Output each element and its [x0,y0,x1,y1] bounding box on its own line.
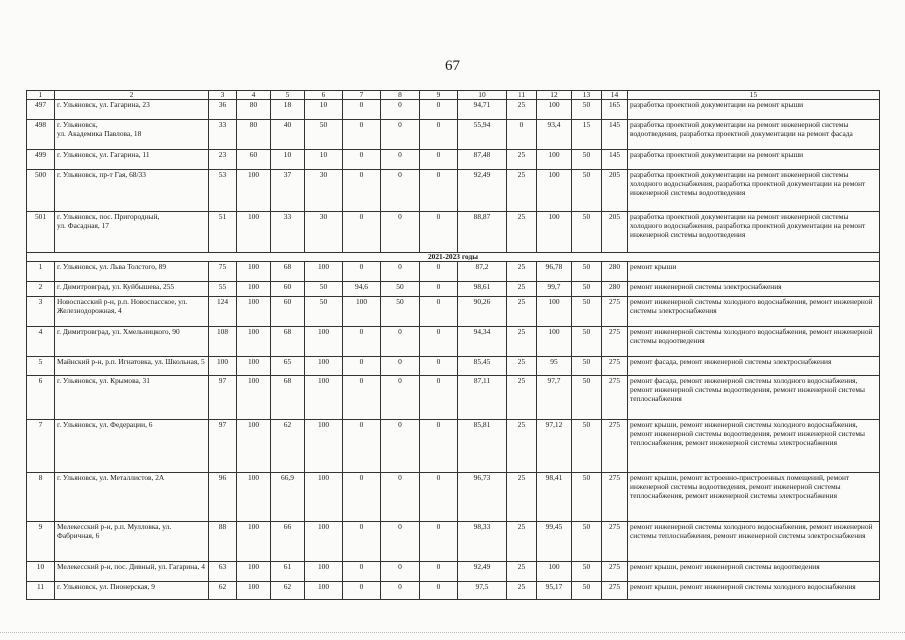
table-cell: 0 [343,473,381,522]
table-cell: 25 [507,297,537,327]
header-cell: 15 [628,91,880,100]
table-cell: 0 [381,120,420,150]
table-cell: 50 [572,170,602,212]
table-cell: 50 [572,562,602,582]
table-cell: 98,41 [537,473,572,522]
address-cell: Мелекесский р-н, пос. Дивный, ул. Гагарина, 4 [55,562,209,582]
table-cell: 0 [420,420,458,473]
table-cell: 18 [271,100,305,120]
table-cell: 0 [420,150,458,170]
table-cell: 100 [237,376,271,420]
table-cell: 280 [602,282,628,297]
works-cell: разработка проектной документации на ремонт инженерной системы холодного водоснабжения, разработка проектной документации на ремонт инженерной системы водоотведения [628,212,880,253]
table-cell: 50 [572,282,602,297]
table-cell: 80 [237,120,271,150]
table-cell: 0 [420,100,458,120]
section-title: 2021-2023 годы [27,253,880,262]
table-cell: 50 [305,297,343,327]
table-cell: 0 [420,562,458,582]
table-cell: 100 [237,582,271,600]
table-cell: 25 [507,562,537,582]
table-cell: 0 [381,262,420,282]
header-cell: 11 [507,91,537,100]
address-cell: г. Ульяновск, пр-т Гая, 68/33 [55,170,209,212]
works-cell: ремонт крыши, ремонт встроенно-пристроенных помещений, ремонт инженерной системы водоотведения, ремонт инженерной системы теплоснабжения, ремонт инженерной системы электроснабжения [628,473,880,522]
header-cell: 12 [537,91,572,100]
table-cell: 25 [507,327,537,357]
table-cell: 275 [602,522,628,562]
table-cell: 0 [420,327,458,357]
works-cell: ремонт крыши, ремонт инженерной системы водоотведения [628,562,880,582]
table-cell: 25 [507,282,537,297]
table-cell: 25 [507,582,537,600]
table-cell: 25 [507,376,537,420]
table-row [27,170,880,212]
table-cell: 280 [602,262,628,282]
table-cell: 50 [572,212,602,253]
works-cell: ремонт фасада, ремонт инженерной системы холодного водоснабжения, ремонт инженерной системы водоотведения, ремонт инженерной системы теплоснабжения [628,376,880,420]
table-cell: 93,4 [537,120,572,150]
table-row [27,212,880,253]
page-number: 67 [445,58,460,74]
header-cell: 3 [209,91,237,100]
table-cell: 0 [420,357,458,376]
header-cell: 2 [55,91,209,100]
table-cell: 75 [209,262,237,282]
table-cell: 275 [602,297,628,327]
table-cell: 99,7 [537,282,572,297]
table-cell: 2 [27,282,55,297]
table-cell: 205 [602,212,628,253]
table-cell: 10 [27,562,55,582]
table-row [27,262,880,282]
table-cell: 0 [343,100,381,120]
table-cell: 108 [209,327,237,357]
address-cell: Майнский р-н, р.п. Игнатовка, ул. Школьная, 5 [55,357,209,376]
table-cell: 60 [271,297,305,327]
table-cell: 62 [209,582,237,600]
table-cell: 62 [271,582,305,600]
table-cell: 50 [305,282,343,297]
table-cell: 92,49 [458,170,507,212]
table-cell: 87,11 [458,376,507,420]
table-cell: 97,5 [458,582,507,600]
table-cell: 145 [602,150,628,170]
table-cell: 50 [572,420,602,473]
address-cell: г. Ульяновск, ул. Гагарина, 11 [55,150,209,170]
table-cell: 50 [572,582,602,600]
table-cell: 10 [271,150,305,170]
table-cell: 275 [602,357,628,376]
header-cell: 1 [27,91,55,100]
table-cell: 100 [237,420,271,473]
works-cell: ремонт крыши, ремонт инженерной системы холодного водоснабжения [628,582,880,600]
table-cell: 25 [507,170,537,212]
table-cell: 25 [507,212,537,253]
works-cell: ремонт крыши [628,262,880,282]
table-cell: 50 [572,297,602,327]
table-row [27,522,880,562]
table-cell: 100 [237,327,271,357]
table-cell: 100 [537,100,572,120]
table-cell: 501 [27,212,55,253]
table-cell: 0 [343,376,381,420]
table-cell: 100 [237,297,271,327]
table-cell: 98,61 [458,282,507,297]
table-cell: 0 [381,522,420,562]
table-cell: 68 [271,376,305,420]
table-cell: 36 [209,100,237,120]
table-cell: 85,45 [458,357,507,376]
address-cell: г. Ульяновск, ул. Крымова, 31 [55,376,209,420]
table-cell: 95 [537,357,572,376]
table-cell: 80 [237,100,271,120]
address-cell: Новоспасский р-н, р.п. Новоспасское, ул. Железнодорожная, 4 [55,297,209,327]
table-cell: 0 [420,120,458,150]
table-cell: 5 [27,357,55,376]
table-cell: 100 [305,357,343,376]
header-cell: 4 [237,91,271,100]
table-cell: 37 [271,170,305,212]
table-cell: 33 [209,120,237,150]
table-cell: 50 [381,282,420,297]
table-cell: 40 [271,120,305,150]
table-cell: 30 [305,170,343,212]
table-cell: 55,94 [458,120,507,150]
header-cell: 6 [305,91,343,100]
table-cell: 68 [271,327,305,357]
table-cell: 275 [602,376,628,420]
table-cell: 94,71 [458,100,507,120]
table-row [27,376,880,420]
table-cell: 100 [537,297,572,327]
table-cell: 9 [27,522,55,562]
table-cell: 25 [507,420,537,473]
table-cell: 50 [572,473,602,522]
table-cell: 60 [271,282,305,297]
table-cell: 1 [27,262,55,282]
table-cell: 50 [572,150,602,170]
works-cell: разработка проектной документации на ремонт крыши [628,150,880,170]
table-cell: 25 [507,100,537,120]
table-cell: 100 [343,297,381,327]
table-row [27,327,880,357]
table-cell: 88,87 [458,212,507,253]
table-row [27,582,880,600]
page-bottom-edge [0,632,905,633]
works-cell: ремонт фасада, ремонт инженерной системы электроснабжения [628,357,880,376]
table-cell: 205 [602,170,628,212]
table-cell: 0 [420,170,458,212]
table-cell: 100 [237,357,271,376]
table-cell: 275 [602,582,628,600]
table-cell: 63 [209,562,237,582]
table-cell: 0 [381,170,420,212]
table-cell: 0 [343,262,381,282]
table-cell: 0 [420,297,458,327]
table-cell: 0 [381,327,420,357]
table-cell: 0 [381,150,420,170]
table-cell: 95,17 [537,582,572,600]
header-cell: 5 [271,91,305,100]
table-cell: 50 [572,357,602,376]
table-cell: 55 [209,282,237,297]
header-cell: 9 [420,91,458,100]
table-cell: 0 [381,100,420,120]
table-cell: 65 [271,357,305,376]
table-cell: 25 [507,150,537,170]
table-cell: 100 [537,327,572,357]
table-cell: 50 [572,327,602,357]
table-cell: 50 [381,297,420,327]
table-cell: 23 [209,150,237,170]
table-cell: 0 [381,420,420,473]
table-cell: 10 [305,150,343,170]
table-cell: 100 [537,170,572,212]
table-cell: 100 [305,582,343,600]
table-cell: 0 [343,562,381,582]
table-cell: 87,48 [458,150,507,170]
table-cell: 4 [27,327,55,357]
table-cell: 0 [343,420,381,473]
table-cell: 100 [237,282,271,297]
table-cell: 96,78 [537,262,572,282]
section-row [27,253,880,262]
address-cell: г. Ульяновск, ул. Пионерская, 9 [55,582,209,600]
table-cell: 100 [537,562,572,582]
table-cell: 97,7 [537,376,572,420]
table-cell: 499 [27,150,55,170]
table-cell: 0 [420,376,458,420]
header-cell: 10 [458,91,507,100]
table-row [27,282,880,297]
table-cell: 100 [305,327,343,357]
table-cell: 6 [27,376,55,420]
table-cell: 33 [271,212,305,253]
table-cell: 0 [381,376,420,420]
table-cell: 100 [237,473,271,522]
header-cell: 14 [602,91,628,100]
works-cell: разработка проектной документации на ремонт крыши [628,100,880,120]
table-row [27,357,880,376]
works-cell: ремонт инженерной системы электроснабжения [628,282,880,297]
table-cell: 100 [237,262,271,282]
table-cell: 0 [343,327,381,357]
table-cell: 275 [602,473,628,522]
table-cell: 50 [572,100,602,120]
table-cell: 100 [237,170,271,212]
table-cell: 0 [420,582,458,600]
table-cell: 66,9 [271,473,305,522]
table-cell: 124 [209,297,237,327]
table-cell: 25 [507,473,537,522]
table-cell: 0 [343,150,381,170]
table-cell: 100 [305,522,343,562]
table-cell: 96 [209,473,237,522]
works-cell: разработка проектной документации на ремонт инженерной системы холодного водоснабжения, разработка проектной документации на ремонт инженерной системы водоотведения [628,170,880,212]
table-cell: 0 [343,212,381,253]
header-cell: 13 [572,91,602,100]
table-cell: 30 [305,212,343,253]
table-cell: 0 [381,212,420,253]
works-cell: разработка проектной документации на ремонт инженерной системы водоотведения, разработка проектной документации на ремонт фасада [628,120,880,150]
table-cell: 100 [537,212,572,253]
table-cell: 0 [420,282,458,297]
works-cell: ремонт инженерной системы холодного водоснабжения, ремонт инженерной системы водоотведения [628,327,880,357]
address-cell: г. Ульяновск, ул. Металлистов, 2А [55,473,209,522]
table-cell: 7 [27,420,55,473]
table-cell: 68 [271,262,305,282]
table-cell: 100 [305,473,343,522]
address-cell: г. Димитровград, ул. Куйбышева, 255 [55,282,209,297]
table-cell: 0 [381,357,420,376]
table-cell: 0 [343,522,381,562]
table-row [27,473,880,522]
table-row [27,297,880,327]
table-cell: 51 [209,212,237,253]
table-row [27,562,880,582]
table-cell: 275 [602,420,628,473]
table-cell: 100 [305,262,343,282]
table-cell: 11 [27,582,55,600]
table-cell: 0 [381,582,420,600]
table-cell: 500 [27,170,55,212]
table-cell: 50 [572,262,602,282]
table-cell: 50 [305,120,343,150]
table-row [27,150,880,170]
table-cell: 100 [305,562,343,582]
table-cell: 50 [572,376,602,420]
table-cell: 94,34 [458,327,507,357]
table-cell: 85,81 [458,420,507,473]
table-row [27,120,880,150]
table-cell: 3 [27,297,55,327]
register-table [26,90,880,600]
table-cell: 0 [343,357,381,376]
table-cell: 498 [27,120,55,150]
table-cell: 25 [507,262,537,282]
table-cell: 97 [209,420,237,473]
table-cell: 94,6 [343,282,381,297]
table-cell: 8 [27,473,55,522]
table-cell: 0 [343,120,381,150]
table-cell: 275 [602,562,628,582]
table-cell: 98,33 [458,522,507,562]
address-cell: г. Ульяновск, ул. Федерации, 6 [55,420,209,473]
table-cell: 96,73 [458,473,507,522]
table-cell: 165 [602,100,628,120]
address-cell: г. Ульяновск, ул. Гагарина, 23 [55,100,209,120]
table-cell: 25 [507,357,537,376]
table-cell: 0 [507,120,537,150]
table-cell: 90,26 [458,297,507,327]
table-cell: 50 [572,522,602,562]
table-cell: 99,45 [537,522,572,562]
works-cell: ремонт крыши, ремонт инженерной системы холодного водоснабжения, ремонт инженерной системы водоотведения, ремонт инженерной системы теплоснабжения, ремонт инженерной системы электроснабжения [628,420,880,473]
table-cell: 97 [209,376,237,420]
table-cell: 100 [537,150,572,170]
table-cell: 100 [237,562,271,582]
table-cell: 0 [420,212,458,253]
table-cell: 87,2 [458,262,507,282]
works-cell: ремонт инженерной системы холодного водоснабжения, ремонт инженерной системы теплоснабжения, ремонт инженерной системы электроснабжения [628,522,880,562]
table-cell: 15 [572,120,602,150]
table-cell: 275 [602,327,628,357]
address-cell: г. Ульяновск, ул. Льва Толстого, 89 [55,262,209,282]
address-cell: Мелекесский р-н, р.п. Мулловка, ул. Фабричная, 6 [55,522,209,562]
address-cell: г. Димитровград, ул. Хмельницкого, 90 [55,327,209,357]
table-cell: 10 [305,100,343,120]
address-cell: г. Ульяновск, ул. Академика Павлова, 18 [55,120,209,150]
table-cell: 61 [271,562,305,582]
address-cell: г. Ульяновск, пос. Пригородный, ул. Фасадная, 17 [55,212,209,253]
table-cell: 53 [209,170,237,212]
table-cell: 88 [209,522,237,562]
header-row [27,91,880,100]
table-cell: 0 [420,522,458,562]
header-cell: 8 [381,91,420,100]
table-cell: 100 [305,376,343,420]
table-cell: 100 [209,357,237,376]
table-cell: 0 [343,582,381,600]
works-cell: ремонт инженерной системы холодного водоснабжения, ремонт инженерной системы электроснабжения [628,297,880,327]
table-cell: 100 [305,420,343,473]
table-cell: 25 [507,522,537,562]
table-cell: 0 [420,262,458,282]
table-cell: 0 [343,170,381,212]
table-cell: 92,49 [458,562,507,582]
table-cell: 60 [237,150,271,170]
header-cell: 7 [343,91,381,100]
table-cell: 0 [420,473,458,522]
table-cell: 62 [271,420,305,473]
table-cell: 0 [381,473,420,522]
table-cell: 100 [237,212,271,253]
table-cell: 497 [27,100,55,120]
table-row [27,100,880,120]
table-cell: 145 [602,120,628,150]
table-cell: 66 [271,522,305,562]
table-cell: 100 [237,522,271,562]
table-row [27,420,880,473]
table-cell: 97,12 [537,420,572,473]
table-cell: 0 [381,562,420,582]
